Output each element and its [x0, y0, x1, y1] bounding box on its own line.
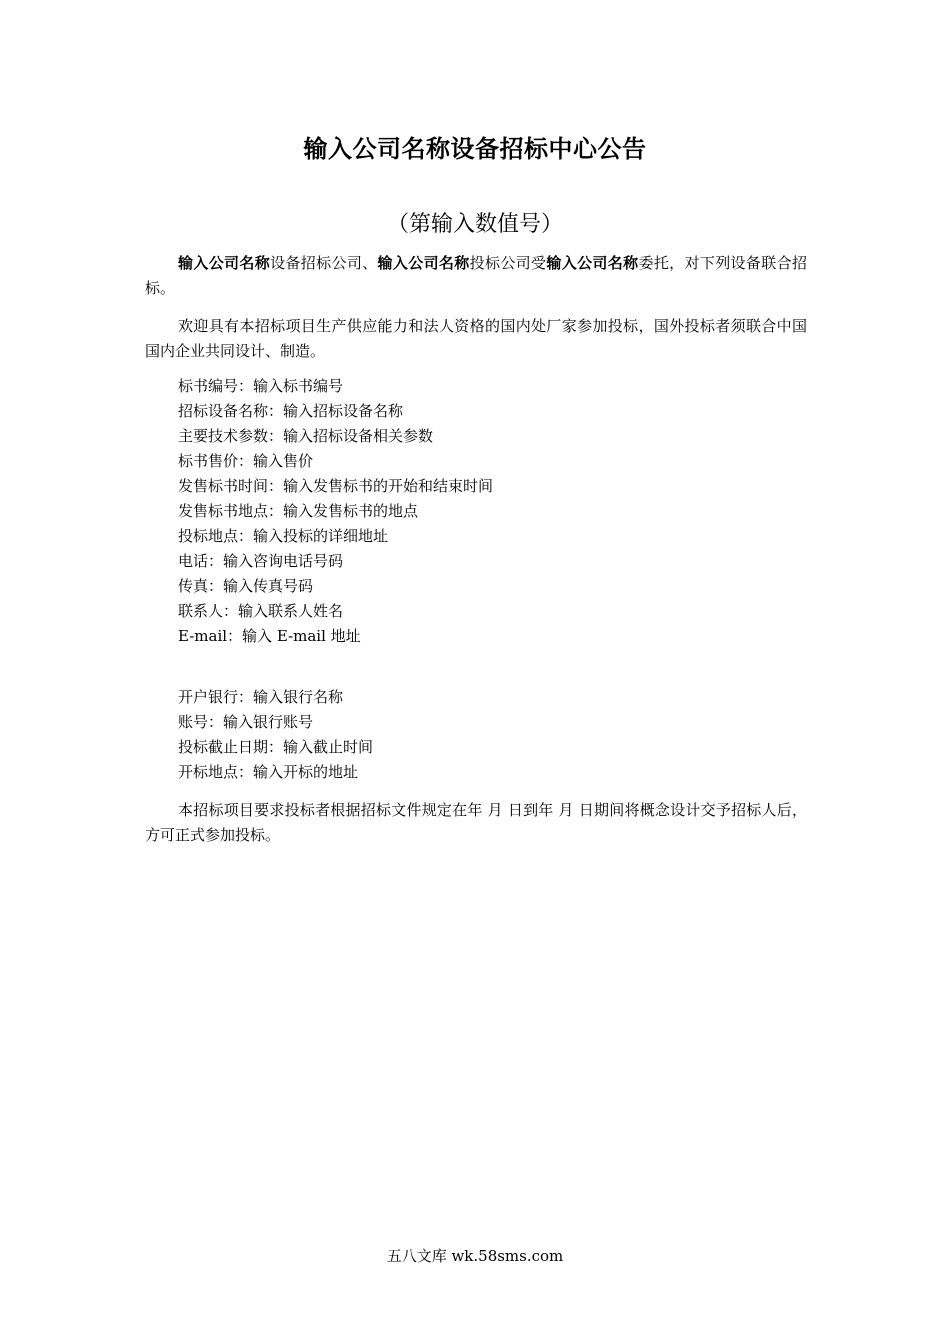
detail-technical-params: 主要技术参数：输入招标设备相关参数 [178, 427, 434, 445]
detail-sale-time: 发售标书时间：输入发售标书的开始和结束时间 [178, 477, 494, 495]
detail-bid-location: 投标地点：输入投标的详细地址 [178, 527, 389, 545]
detail-equipment-name: 招标设备名称：输入招标设备名称 [178, 402, 404, 420]
detail-fax: 传真：输入传真号码 [178, 577, 314, 595]
company-name-1: 输入公司名称 [178, 254, 271, 272]
detail-email: E-mail：输入 E-mail 地址 [178, 627, 361, 645]
detail-tender-number: 标书编号：输入标书编号 [178, 377, 344, 395]
detail-contact: 联系人：输入联系人姓名 [178, 602, 344, 620]
detail-price: 标书售价：输入售价 [178, 452, 314, 470]
detail-bank-account: 账号：输入银行账号 [178, 713, 314, 731]
intro-text-2: 投标公司受 [469, 254, 547, 272]
company-name-2: 输入公司名称 [377, 254, 470, 272]
bank-details-list [178, 685, 778, 785]
detail-sale-location: 发售标书地点：输入发售标书的地点 [178, 502, 419, 520]
invitation-paragraph: 欢迎具有本招标项目生产供应能力和法人资格的国内处厂家参加投标，国外投标者须联合中国国内企业共同设计、制造。 [145, 317, 807, 360]
footer-watermark: 五八文库 wk.58sms.com [386, 1247, 564, 1265]
detail-opening-location: 开标地点：输入开标的地址 [178, 763, 359, 781]
detail-bank-name: 开户银行：输入银行名称 [178, 688, 344, 706]
closing-paragraph: 本招标项目要求投标者根据招标文件规定在年 月 日到年 月 日期间将概念设计交予招标人后，方可正式参加投标。 [145, 801, 807, 844]
intro-text-3: 委托，对下列设备联合招标。 [145, 254, 807, 297]
intro-paragraph [145, 251, 807, 301]
announcement-number: （第输入数值号） [386, 212, 563, 237]
detail-deadline: 投标截止日期：输入截止时间 [178, 738, 374, 756]
detail-phone: 电话：输入咨询电话号码 [178, 552, 344, 570]
intro-text-1: 设备招标公司、 [270, 254, 378, 272]
company-name-3: 输入公司名称 [546, 254, 639, 272]
document-title: 输入公司名称设备招标中心公告 [303, 135, 647, 163]
tender-details-list [178, 374, 778, 649]
